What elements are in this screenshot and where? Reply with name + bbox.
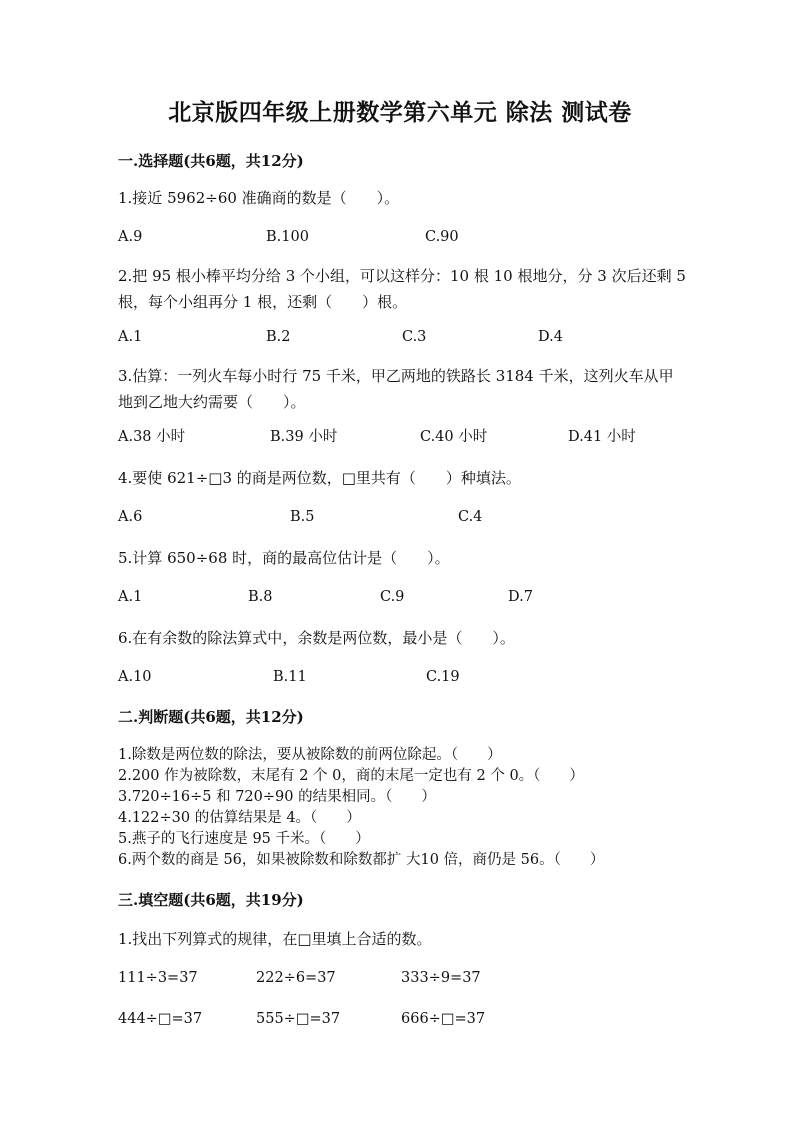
option-a[interactable]: A.1 <box>118 329 143 345</box>
equation: 111÷3=37 <box>118 970 198 986</box>
judge-item: 6.两个数的商是 56，如果被除数和除数都扩 大10 倍，商仍是 56。（ ） <box>118 852 605 868</box>
option-d[interactable]: D.41 小时 <box>568 429 636 445</box>
option-b[interactable]: B.39 小时 <box>270 429 338 445</box>
equation-row <box>118 1007 718 1031</box>
question-text: 5.计算 650÷68 时，商的最高位估计是（ ）。 <box>118 549 450 567</box>
equation-blank[interactable]: 444÷□=37 <box>118 1011 203 1027</box>
option-row <box>118 225 718 249</box>
equation-blank[interactable]: 666÷□=37 <box>401 1011 486 1027</box>
section-heading-choice: 一.选择题(共6题，共12分) <box>118 152 304 170</box>
question-text: 1.找出下列算式的规律，在□里填上合适的数。 <box>118 930 432 948</box>
judge-item: 3.720÷16÷5 和 720÷90 的结果相同。（ ） <box>118 789 436 805</box>
option-c[interactable]: C.90 <box>425 229 459 245</box>
equation: 333÷9=37 <box>401 970 481 986</box>
option-a[interactable]: A.9 <box>118 229 143 245</box>
option-c[interactable]: C.19 <box>426 669 460 685</box>
option-a[interactable]: A.10 <box>118 669 152 685</box>
judge-item: 4.122÷30 的估算结果是 4。（ ） <box>118 810 361 826</box>
section-heading-fill: 三.填空题(共6题，共19分) <box>118 891 304 909</box>
option-d[interactable]: D.4 <box>538 329 563 345</box>
option-row <box>118 585 718 609</box>
option-b[interactable]: B.11 <box>273 669 307 685</box>
option-a[interactable]: A.6 <box>118 509 143 525</box>
equation-row <box>118 966 718 990</box>
option-row <box>118 425 718 449</box>
judge-list <box>118 745 718 871</box>
question-text: 4.要使 621÷□3 的商是两位数，□里共有（ ）种填法。 <box>118 469 521 487</box>
option-row <box>118 505 718 529</box>
option-c[interactable]: C.3 <box>402 329 427 345</box>
judge-item: 5.燕子的飞行速度是 95 千米。（ ） <box>118 831 370 847</box>
judge-item: 1.除数是两位数的除法，要从被除数的前两位除起。（ ） <box>118 747 502 763</box>
option-c[interactable]: C.9 <box>380 589 405 605</box>
option-a[interactable]: A.1 <box>118 589 143 605</box>
option-b[interactable]: B.100 <box>266 229 309 245</box>
judge-item: 2.200 作为被除数，末尾有 2 个 0，商的末尾一定也有 2 个 0。（ ） <box>118 768 584 784</box>
option-row <box>118 665 718 689</box>
option-b[interactable]: B.2 <box>266 329 291 345</box>
equation-blank[interactable]: 555÷□=37 <box>256 1011 341 1027</box>
section-heading-judge: 二.判断题(共6题，共12分) <box>118 708 304 726</box>
question-text: 6.在有余数的除法算式中，余数是两位数，最小是（ ）。 <box>118 629 515 647</box>
question-text: 3.估算：一列火车每小时行 75 千米，甲乙两地的铁路长 3184 千米，这列火车从甲地到乙地大约需要（ ）。 <box>118 367 674 411</box>
option-d[interactable]: D.7 <box>508 589 533 605</box>
option-c[interactable]: C.40 小时 <box>420 429 488 445</box>
equation: 222÷6=37 <box>256 970 336 986</box>
page-title: 北京版四年级上册数学第六单元 除法 测试卷 <box>168 99 632 126</box>
option-b[interactable]: B.5 <box>290 509 315 525</box>
question-text: 1.接近 5962÷60 准确商的数是（ ）。 <box>118 189 400 207</box>
question-text: 2.把 95 根小棒平均分给 3 个小组，可以这样分：10 根 10 根地分，分 3 次后还剩 5 根，每个小组再分 1 根，还剩（ ）根。 <box>118 267 686 311</box>
option-a[interactable]: A.38 小时 <box>118 429 186 445</box>
option-c[interactable]: C.4 <box>458 509 483 525</box>
option-row <box>118 325 718 349</box>
option-b[interactable]: B.8 <box>248 589 273 605</box>
